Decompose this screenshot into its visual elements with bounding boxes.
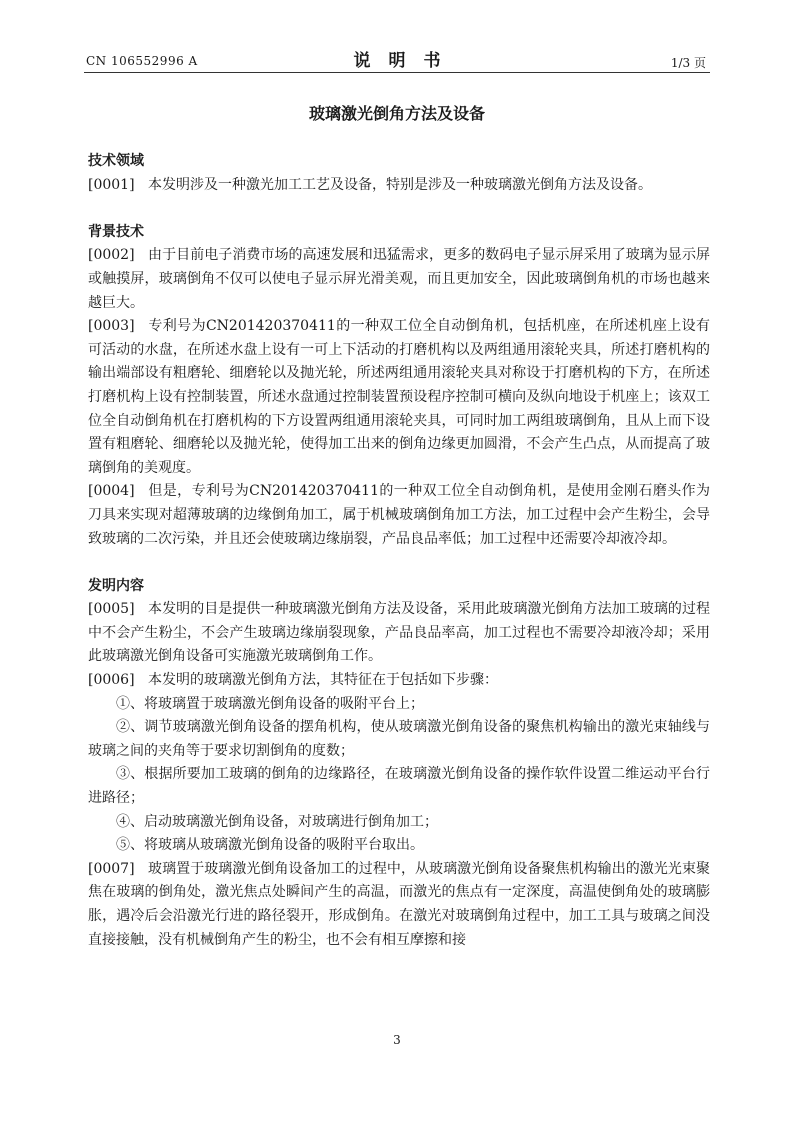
paragraph bbox=[88, 598, 710, 669]
paragraph-text: 本发明的目是提供一种玻璃激光倒角方法及设备，采用此玻璃激光倒角方法加工玻璃的过程中不会产生粉尘，不会产生玻璃边缘崩裂现象，产品良品率高，加工过程也不需要冷却液冷却；采用此玻璃激光倒角设备可实施激光玻璃倒角工作。 bbox=[88, 601, 710, 665]
page-header bbox=[0, 44, 794, 74]
method-step: ④、启动玻璃激光倒角设备，对玻璃进行倒角加工； bbox=[116, 813, 438, 830]
paragraph-text: 本发明涉及一种激光加工工艺及设备，特别是涉及一种玻璃激光倒角方法及设备。 bbox=[148, 176, 652, 193]
paragraph bbox=[88, 315, 710, 480]
paragraph-number: [0003] bbox=[88, 318, 135, 335]
document-body bbox=[88, 150, 710, 952]
paragraph-number: [0001] bbox=[88, 176, 135, 193]
paragraph bbox=[88, 480, 710, 551]
paragraph bbox=[88, 669, 710, 693]
section-title: 说明书 bbox=[353, 51, 459, 71]
paragraph bbox=[88, 174, 710, 198]
section-heading: 技术领域 bbox=[88, 153, 144, 169]
page-number: 3 bbox=[393, 1033, 401, 1047]
paragraph-number: [0007] bbox=[88, 860, 135, 877]
header-divider bbox=[84, 72, 710, 73]
patent-number: CN 106552996 A bbox=[86, 54, 198, 68]
page-info: 1/3 页 bbox=[670, 56, 706, 70]
paragraph-text: 本发明的玻璃激光倒角方法，其特征在于包括如下步骤： bbox=[148, 672, 498, 689]
section-heading: 发明内容 bbox=[88, 577, 144, 594]
document-title: 玻璃激光倒角方法及设备 bbox=[308, 104, 485, 123]
paragraph-number: [0002] bbox=[88, 247, 135, 264]
method-step: ②、调节玻璃激光倒角设备的摆角机构，使从玻璃激光倒角设备的聚焦机构输出的激光束轴线与玻璃之间的夹角等于要求切割倒角的度数； bbox=[88, 719, 710, 759]
paragraph bbox=[88, 858, 710, 952]
paragraph-number: [0006] bbox=[88, 672, 135, 689]
paragraph-text: 由于目前电子消费市场的高速发展和迅猛需求，更多的数码电子显示屏采用了玻璃为显示屏或触摸屏，玻璃倒角不仅可以使电子显示屏光滑美观，而且更加安全，因此玻璃倒角机的市场也越来越巨大。 bbox=[88, 247, 710, 311]
method-step: ⑤、将玻璃从玻璃激光倒角设备的吸附平台取出。 bbox=[116, 837, 424, 854]
paragraph-number: [0004] bbox=[88, 483, 135, 500]
paragraph-text: 专利号为CN201420370411的一种双工位全自动倒角机，包括机座，在所述机座上设有可活动的水盘，在所述水盘上设有一可上下活动的打磨机构以及两组通用滚轮夹具，所述打磨机构的输出端部设有粗磨轮、细磨轮以及抛光轮，所述两组通用滚轮夹具对称设于打磨机构的下方，在所述打磨机构上设有控制装置，所述水盘通过控制装置预设程序控制可横向及纵向地设于机座上；该双工位全自动倒角机在打磨机构的下方设置两组通用滚轮夹具，可同时加工两组玻璃倒角，且从上而下设置有粗磨轮、细磨轮以及抛光轮，使得加工出来的倒角边缘更加圆滑，不会产生凸点，从而提高了玻璃倒角的美观度。 bbox=[88, 318, 710, 476]
paragraph-text: 但是，专利号为CN201420370411的一种双工位全自动倒角机，是使用金刚石磨头作为刀具来实现对超薄玻璃的边缘倒角加工，属于机械玻璃倒角加工方法，加工过程中会产生粉尘，会导致玻璃的二次污染，并且还会使玻璃边缘崩裂，产品良品率低；加工过程中还需要冷却液冷却。 bbox=[88, 483, 710, 547]
paragraph-text: 玻璃置于玻璃激光倒角设备加工的过程中，从玻璃激光倒角设备聚焦机构输出的激光光束聚焦在玻璃的倒角处，激光焦点处瞬间产生的高温，而激光的焦点有一定深度，高温使倒角处的玻璃膨胀，遇冷后会沿激光行进的路径裂开，形成倒角。在激光对玻璃倒角过程中，加工工具与玻璃之间没直接接触，没有机械倒角产生的粉尘，也不会有相互摩擦和接 bbox=[88, 860, 710, 948]
section-spacer bbox=[88, 197, 710, 221]
paragraph-number: [0005] bbox=[88, 601, 135, 618]
method-step: ①、将玻璃置于玻璃激光倒角设备的吸附平台上； bbox=[116, 695, 424, 712]
method-step: ③、根据所要加工玻璃的倒角的边缘路径，在玻璃激光倒角设备的操作软件设置二维运动平台行进路径； bbox=[88, 766, 710, 807]
section-spacer bbox=[88, 551, 710, 575]
section-heading: 背景技术 bbox=[88, 223, 144, 240]
paragraph bbox=[88, 244, 710, 315]
